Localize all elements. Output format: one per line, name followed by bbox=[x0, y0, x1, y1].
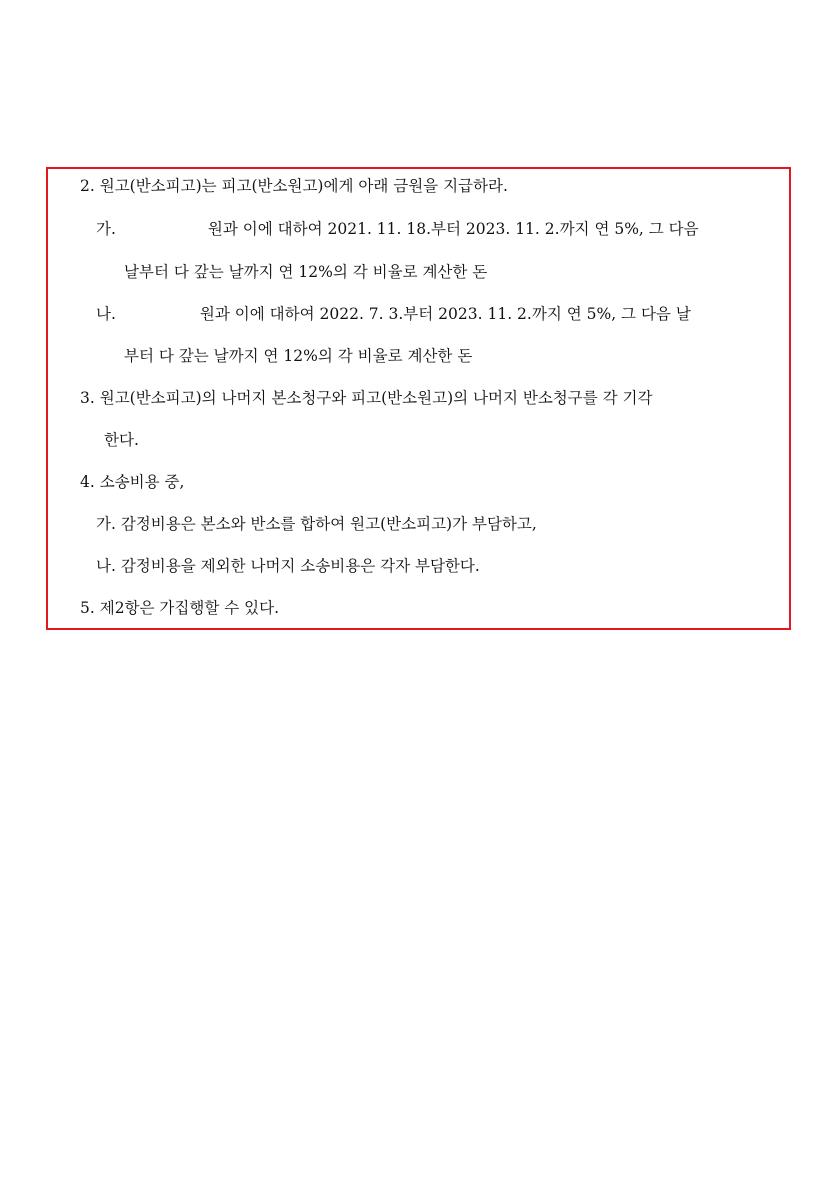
item-2-na-continuation: 부터 다 갚는 날까지 연 12%의 각 비율로 계산한 돈 bbox=[124, 347, 473, 365]
item-5-text: 5. 제2항은 가집행할 수 있다. bbox=[80, 599, 280, 617]
item-2-ga-text: 원과 이에 대하여 2021. 11. 18.부터 2023. 11. 2.까지 연 5%, 그 다음 bbox=[207, 220, 699, 238]
item-2-ga-line bbox=[96, 219, 756, 239]
item-2-text: 2. 원고(반소피고)는 피고(반소원고)에게 아래 금원을 지급하라. bbox=[80, 177, 508, 195]
item-4-ga-text: 가. 감정비용은 본소와 반소를 합하여 원고(반소피고)가 부담하고, bbox=[96, 515, 537, 533]
item-2-na-label: 나. bbox=[96, 305, 116, 323]
item-2-na-text: 원과 이에 대하여 2022. 7. 3.부터 2023. 11. 2.까지 연 5%, 그 다음 날 bbox=[199, 305, 691, 323]
item-2-na-line bbox=[96, 304, 756, 324]
item-4-text: 4. 소송비용 중, bbox=[80, 473, 185, 491]
item-4-na-text: 나. 감정비용을 제외한 나머지 소송비용은 각자 부담한다. bbox=[96, 557, 480, 575]
item-3-text: 3. 원고(반소피고)의 나머지 본소청구와 피고(반소원고)의 나머지 반소청구를 각 기각 bbox=[80, 389, 653, 407]
item-3-continuation: 한다. bbox=[104, 431, 139, 449]
item-2-ga-continuation: 날부터 다 갚는 날까지 연 12%의 각 비율로 계산한 돈 bbox=[124, 263, 488, 281]
item-2-ga-label: 가. bbox=[96, 220, 116, 238]
